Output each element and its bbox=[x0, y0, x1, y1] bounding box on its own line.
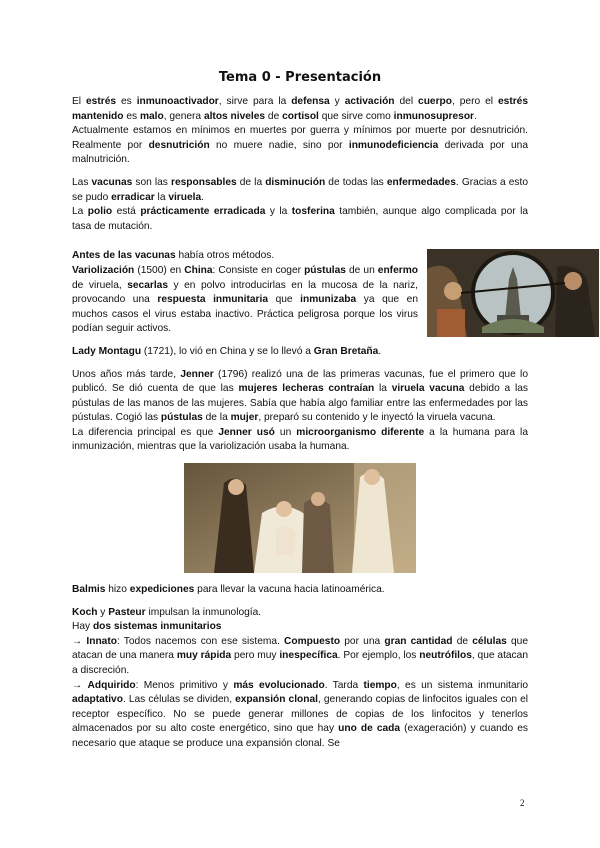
text-run: La bbox=[72, 206, 88, 218]
paragraph-koch-pasteur bbox=[72, 606, 528, 621]
text-run: no muere nadie, sino por bbox=[209, 139, 349, 151]
bold-text: más evolucionado bbox=[233, 679, 325, 691]
bold-text: disminución bbox=[265, 176, 326, 188]
text-run: → bbox=[72, 679, 88, 691]
page-number: 2 bbox=[520, 798, 525, 808]
bold-text: células bbox=[472, 635, 507, 647]
bold-text: tiempo bbox=[363, 679, 397, 691]
bold-text: China bbox=[184, 264, 213, 276]
text-run: , preparó su contenido y le inyectó la viruela vacuna. bbox=[258, 412, 496, 424]
bold-text: neutrófilos bbox=[419, 650, 472, 662]
text-run: de viruela, bbox=[72, 279, 128, 291]
text-run: también, aunque algo complicada por la tasa de mutación. bbox=[72, 206, 529, 232]
variolizacion-section bbox=[72, 249, 528, 337]
text-run: está bbox=[112, 206, 141, 218]
text-run: . Gracias a esto se pudo bbox=[72, 176, 528, 203]
bold-text: Gran Bretaña bbox=[313, 345, 379, 357]
paragraph-dos-sistemas bbox=[72, 620, 528, 635]
text-run: : Menos primitivo y bbox=[135, 679, 234, 691]
text-run: de bbox=[452, 635, 473, 647]
text-run: . Por ejemplo, los bbox=[337, 650, 420, 662]
bold-text: polio bbox=[87, 206, 113, 218]
text-run: de la bbox=[202, 412, 231, 424]
bold-text: inmunodeficiencia bbox=[348, 139, 439, 151]
bold-text: muy rápida bbox=[176, 650, 232, 662]
text-run: para llevar la vacuna hacia latinoamérica. bbox=[194, 584, 385, 596]
bold-text: Pasteur bbox=[108, 606, 146, 618]
text-run: , es un sistema inmunitario bbox=[396, 679, 528, 691]
bold-text: responsables bbox=[171, 176, 237, 188]
text-run: había otros métodos. bbox=[175, 250, 275, 262]
text-run: Hay bbox=[72, 621, 93, 633]
bold-text: Jenner usó bbox=[218, 426, 275, 438]
paragraph-vacunas bbox=[72, 176, 528, 205]
text-run: hizo bbox=[105, 584, 130, 596]
text-run: a la humana para la inmunización, mientras que la variolización usaba la humana. bbox=[72, 426, 528, 453]
bold-text: Antes de las vacunas bbox=[72, 250, 176, 262]
text-run: . bbox=[201, 191, 205, 203]
bold-text: viruela vacuna bbox=[391, 383, 465, 395]
text-run: del bbox=[394, 96, 419, 107]
text-run: pero muy bbox=[231, 650, 280, 662]
paragraph-jenner bbox=[72, 368, 528, 426]
text-run: , sirve para la bbox=[218, 96, 292, 107]
text-run: y en polvo introducirlas en la mucosa de la nariz, provocando una bbox=[72, 279, 418, 306]
jenner-vaccination-painting bbox=[184, 463, 416, 573]
paragraph-variolizacion bbox=[72, 264, 418, 337]
bold-text: pústulas bbox=[160, 412, 203, 424]
bold-text: activación bbox=[344, 96, 395, 107]
text-run: , genera bbox=[163, 110, 204, 122]
text-run: y bbox=[329, 96, 345, 107]
text-run: ya que en muchos casos el virus estaba inactivo. Práctica peligrosa porque los virus podían seguir activos. bbox=[72, 294, 418, 335]
text-run: que atacan de una manera bbox=[72, 635, 528, 662]
bold-text: inmunoactivador bbox=[136, 96, 219, 107]
bold-text: secarlas bbox=[127, 279, 169, 291]
text-run: son las bbox=[132, 176, 171, 188]
text-run: y la bbox=[265, 206, 292, 218]
bold-text: inespecífica bbox=[279, 650, 338, 662]
bold-text: malo bbox=[139, 110, 164, 122]
text-run: es bbox=[123, 110, 140, 122]
bold-text: respuesta inmunitaria bbox=[157, 294, 268, 306]
text-run: El bbox=[72, 96, 86, 107]
paragraph-antes-vacunas bbox=[72, 249, 418, 264]
text-run: la bbox=[374, 383, 392, 395]
bold-text: defensa bbox=[291, 96, 330, 107]
text-run: y bbox=[97, 606, 109, 618]
text-run: derivada por una malnutrición. bbox=[72, 139, 528, 166]
text-run: que sirve como bbox=[318, 110, 394, 122]
text-run: (exageración) y cuando es necesario que ataque se produce una expansión clonal. Se bbox=[72, 723, 528, 749]
bold-text: expansión clonal bbox=[235, 694, 318, 706]
bold-text: microorganismo diferente bbox=[296, 426, 425, 438]
bold-text: inmunosupresor bbox=[393, 110, 475, 122]
page-content bbox=[72, 70, 528, 752]
bold-text: prácticamente erradicada bbox=[140, 206, 266, 218]
text-run: . Las células se dividen, bbox=[122, 694, 236, 706]
text-run: (1500) en bbox=[134, 264, 185, 276]
bold-text: estrés bbox=[86, 96, 117, 107]
text-run: , que atacan a discreción. bbox=[72, 650, 528, 677]
bold-text: mujeres lecheras contraían bbox=[238, 383, 375, 395]
text-run: de todas las bbox=[325, 176, 387, 188]
paragraph-innato bbox=[72, 635, 528, 679]
text-run: de la bbox=[236, 176, 266, 188]
bold-text: Balmis bbox=[72, 584, 106, 596]
paragraph-desnutricion bbox=[72, 124, 528, 168]
text-run: un bbox=[274, 426, 297, 438]
text-run: , pero el bbox=[452, 96, 498, 107]
bold-text: tosferina bbox=[291, 206, 335, 218]
text-run: . bbox=[474, 110, 477, 122]
text-run: . bbox=[378, 345, 382, 357]
bold-text: Koch bbox=[72, 606, 98, 618]
paragraph-diferencia bbox=[72, 426, 528, 455]
bold-text: desnutrición bbox=[148, 139, 210, 151]
bold-text: vacunas bbox=[91, 176, 133, 188]
text-run: (1721), lo vió en China y se lo llevó a bbox=[141, 345, 314, 357]
text-run: Las bbox=[72, 176, 92, 188]
text-run: la bbox=[154, 191, 169, 203]
paragraph-polio bbox=[72, 205, 528, 234]
text-run: La diferencia principal es que bbox=[72, 426, 219, 438]
bold-text: erradicar bbox=[111, 191, 155, 203]
bold-text: estrés mantenido bbox=[72, 96, 529, 122]
bold-text: Compuesto bbox=[284, 635, 341, 647]
paragraph-estres bbox=[72, 95, 528, 124]
text-run: : Consiste en coger bbox=[212, 264, 305, 276]
text-run: por una bbox=[340, 635, 385, 647]
paragraph-balmis bbox=[72, 583, 528, 598]
bold-text: dos sistemas inmunitarios bbox=[92, 621, 222, 633]
bold-text: Innato bbox=[86, 635, 117, 647]
bold-text: Jenner bbox=[180, 368, 214, 380]
bold-text: enfermo bbox=[377, 264, 418, 276]
text-run: , generando copias de linfocitos iguales con el receptor específico. No se puede generar millones de copias de los linfocitos y tenerlos almacenados por su alto coste energético, sino que hay bbox=[72, 694, 528, 735]
bold-text: inmunizaba bbox=[300, 294, 357, 306]
text-run: de bbox=[265, 110, 283, 122]
text-run: → bbox=[72, 635, 87, 647]
paragraph-adquirido bbox=[72, 679, 528, 752]
bold-text: cortisol bbox=[282, 110, 319, 122]
text-run: Unos años más tarde, bbox=[72, 368, 181, 380]
bold-text: uno de cada bbox=[338, 723, 401, 735]
text-run: impulsan la inmunología. bbox=[145, 606, 262, 618]
text-run: : Todos nacemos con ese sistema. bbox=[116, 635, 285, 647]
text-run: . Tarda bbox=[324, 679, 364, 691]
text-run: es bbox=[116, 96, 137, 107]
bold-text: adaptativo bbox=[72, 694, 123, 706]
variolization-illustration bbox=[427, 249, 599, 337]
bold-text: Variolización bbox=[72, 264, 135, 276]
bold-text: mujer bbox=[230, 412, 259, 424]
text-run: debido a las pústulas de las manos de las mujeres. Sabía que había algo familiar entre las enfermedades por las pústulas. Cogió las bbox=[72, 383, 528, 424]
bold-text: Lady Montagu bbox=[72, 345, 142, 357]
text-run: (1796) realizó una de las primeras vacunas, fue el primero que lo publicó. Se dió cuenta de que las bbox=[72, 368, 528, 395]
bold-text: pústulas bbox=[304, 264, 346, 276]
text-run: Actualmente estamos en mínimos en muertes por guerra y mínimos por muerte por desnutrición. Realmente por bbox=[72, 125, 528, 151]
text-run: de un bbox=[345, 264, 378, 276]
bold-text: cuerpo bbox=[418, 96, 452, 107]
page-title: Tema 0 - Presentación bbox=[218, 70, 382, 85]
bold-text: expediciones bbox=[129, 584, 195, 596]
text-run: que bbox=[268, 294, 301, 306]
bold-text: enfermedades bbox=[386, 176, 456, 188]
bold-text: Adquirido bbox=[87, 679, 136, 691]
bold-text: viruela bbox=[168, 191, 202, 203]
paragraph-lady-montagu bbox=[72, 345, 528, 360]
bold-text: altos niveles bbox=[203, 110, 266, 122]
bold-text: gran cantidad bbox=[384, 635, 453, 647]
